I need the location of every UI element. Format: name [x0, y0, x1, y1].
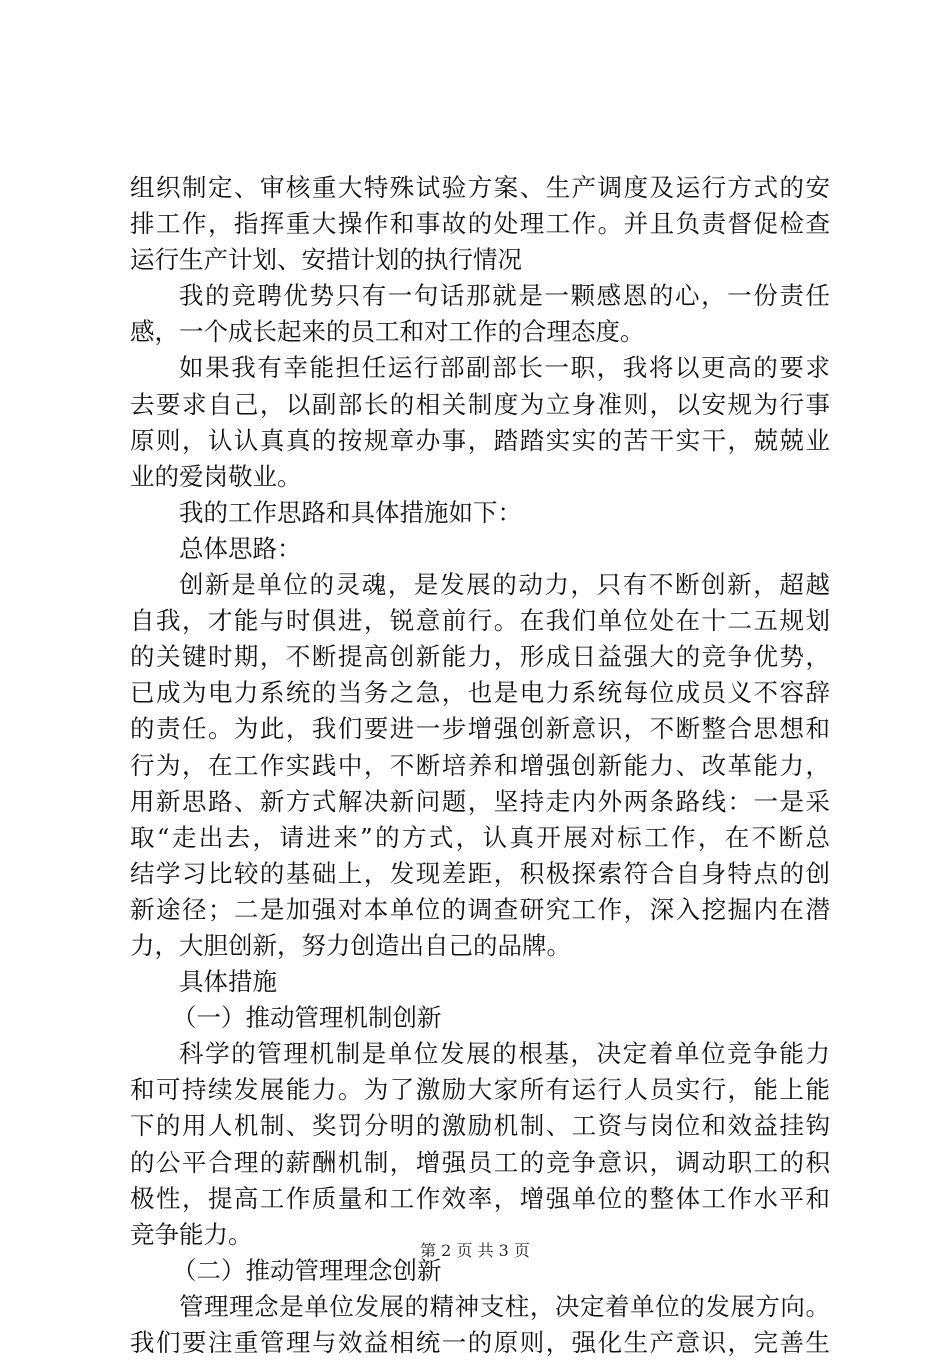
text-line: 创新是单位的灵魂，是发展的动力，只有不断创新，超越: [179, 570, 830, 600]
page-footer: 第 2 页 共 3 页: [420, 1241, 530, 1260]
text-line: 去要求自己，以副部长的相关制度为立身准则，以安规为行事: [130, 389, 830, 419]
text-line: 总体思路：: [179, 533, 302, 563]
text-line: 的关键时期，不断提高创新能力，形成日益强大的竞争优势，: [130, 642, 830, 672]
text-line: （二）推动管理理念创新: [172, 1255, 442, 1285]
text-line: 极性，提高工作质量和工作效率，增强单位的整体工作水平和: [130, 1183, 830, 1213]
text-line: 运行生产计划、安措计划的执行情况: [130, 245, 522, 275]
text-line: 结学习比较的基础上，发现差距，积极探索符合自身特点的创: [130, 858, 830, 888]
text-line: 感，一个成长起来的员工和对工作的合理态度。: [130, 317, 645, 347]
text-line: 下的用人机制、奖罚分明的激励机制、工资与岗位和效益挂钩: [130, 1111, 830, 1141]
text-line: 组织制定、审核重大特殊试验方案、生产调度及运行方式的安: [130, 173, 830, 202]
text-line: 的责任。为此，我们要进一步增强创新意识，不断整合思想和: [130, 714, 830, 744]
document-body: [130, 170, 830, 1361]
text-line: 已成为电力系统的当务之急，也是电力系统每位成员义不容辞: [130, 678, 830, 708]
text-line: （一）推动管理机制创新: [172, 1003, 442, 1033]
text-line: 如果我有幸能担任运行部副部长一职，我将以更高的要求: [179, 353, 830, 383]
text-line: 原则，认认真真的按规章办事，踏踏实实的苦干实干，兢兢业: [130, 425, 830, 455]
text-line: 用新思路、新方式解决新问题，坚持走内外两条路线：一是采: [130, 786, 830, 816]
text-line: 业的爱岗敬业。: [130, 461, 302, 491]
text-line: 我们要注重管理与效益相统一的原则，强化生产意识，完善生: [130, 1328, 830, 1357]
text-line: 和可持续发展能力。为了激励大家所有运行人员实行，能上能: [130, 1075, 830, 1105]
text-line: 的公平合理的薪酬机制，增强员工的竞争意识，调动职工的积: [130, 1147, 830, 1177]
text-line: 具体措施: [179, 967, 277, 997]
text-line: 自我，才能与时俱进，锐意前行。在我们单位处在十二五规划: [130, 606, 830, 636]
text-line: 排工作，指挥重大操作和事故的处理工作。并且负责督促检查: [130, 209, 830, 239]
text-line: 取“走出去，请进来”的方式，认真开展对标工作，在不断总: [130, 822, 830, 852]
text-line: 管理理念是单位发展的精神支柱，决定着单位的发展方向。: [179, 1291, 830, 1321]
text-line: 我的竞聘优势只有一句话那就是一颗感恩的心，一份责任: [179, 281, 830, 311]
text-line: 行为，在工作实践中，不断培养和增强创新能力、改革能力，: [130, 750, 830, 780]
text-line: 力，大胆创新，努力创造出自己的品牌。: [130, 930, 571, 960]
text-line: 竞争能力。: [130, 1219, 253, 1249]
text-line: 我的工作思路和具体措施如下：: [179, 497, 522, 527]
text-line: 科学的管理机制是单位发展的根基，决定着单位竞争能力: [179, 1039, 830, 1069]
text-line: 新途径；二是加强对本单位的调查研究工作，深入挖掘内在潜: [130, 894, 830, 924]
